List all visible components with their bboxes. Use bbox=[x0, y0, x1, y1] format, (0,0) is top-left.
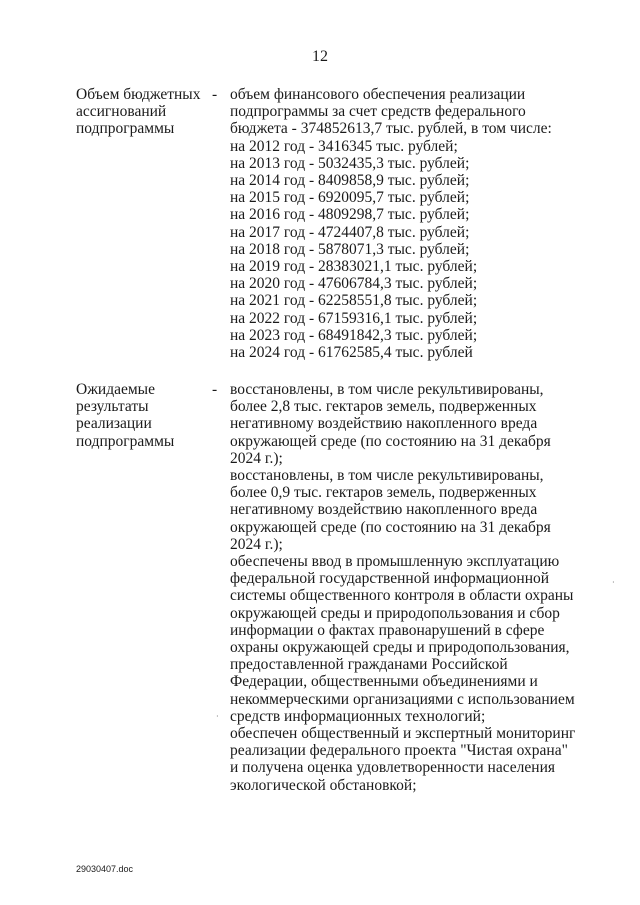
budget-year: на 2014 год - 8409858,9 тыс. рублей; bbox=[230, 172, 470, 190]
budget-year: на 2022 год - 67159316,1 тыс. рублей; bbox=[230, 309, 478, 327]
budget-year: на 2012 год - 3416345 тыс. рублей; bbox=[230, 137, 458, 155]
budget-year: на 2015 год - 6920095,7 тыс. рублей; bbox=[230, 189, 470, 207]
budget-year: на 2021 год - 62258551,8 тыс. рублей; bbox=[230, 292, 478, 310]
budget-year: на 2024 год - 61762585,4 тыс. рублей bbox=[230, 344, 473, 362]
results-label: Ожидаемые результаты реализации подпрограммы bbox=[76, 381, 175, 450]
budget-year: на 2018 год - 5878071,3 тыс. рублей; bbox=[230, 240, 470, 258]
budget-year: на 2020 год - 47606784,3 тыс. рублей; bbox=[230, 275, 478, 293]
file-name: 29030407.doc bbox=[76, 864, 134, 874]
budget-year: на 2023 год - 68491842,3 тыс. рублей; bbox=[230, 326, 478, 344]
budget-intro: объем финансового обеспечения реализации подпрограммы за счет средств федерального бюджета - 374852613,7 тыс. рублей, в том числе: bbox=[230, 86, 552, 138]
scan-speck: · bbox=[216, 712, 219, 721]
page-number: 12 bbox=[312, 48, 328, 65]
results-body bbox=[230, 381, 580, 794]
results-item: обеспечен общественный и экспертный мониторинг реализации федерального проекта "Чистая охрана" и получена оценка удовлетворенности населения экологической обстановкой; bbox=[230, 725, 576, 794]
budget-dash: - bbox=[212, 86, 218, 103]
budget-year: на 2017 год - 4724407,8 тыс. рублей; bbox=[230, 223, 470, 241]
budget-year: на 2013 год - 5032435,3 тыс. рублей; bbox=[230, 154, 470, 172]
results-dash: - bbox=[212, 381, 218, 398]
results-item: восстановлены, в том числе рекультивированы, более 2,8 тыс. гектаров земель, подверженных негативному воздействию накопленного вреда окружающей среде (по состоянию на 31 декабря 2024 г.); bbox=[230, 381, 551, 467]
budget-label: Объем бюджетных ассигнований подпрограммы bbox=[76, 86, 201, 138]
results-item: восстановлены, в том числе рекультивированы, более 0,9 тыс. гектаров земель, подверженных негативному воздействию накопленного вреда окружающей среде (по состоянию на 31 декабря 2024 г.); bbox=[230, 467, 551, 553]
scan-speck: · bbox=[612, 578, 615, 587]
results-item: обеспечены ввод в промышленную эксплуатацию федеральной государственной информационной системы общественного контроля в области охраны окружающей среды и природопользования и сбор информации о фактах правонарушений в сфере охраны окружающей среды и природопользования, предоставленной гражданами Российской Федерации, общественными объединениями и некоммерческими организациями с использованием средств информационных технологий; bbox=[230, 553, 575, 725]
budget-year: на 2016 год - 4809298,7 тыс. рублей; bbox=[230, 206, 470, 224]
results-section bbox=[76, 381, 576, 841]
budget-body bbox=[230, 86, 580, 361]
budget-section bbox=[76, 86, 576, 366]
budget-year: на 2019 год - 28383021,1 тыс. рублей; bbox=[230, 258, 478, 276]
